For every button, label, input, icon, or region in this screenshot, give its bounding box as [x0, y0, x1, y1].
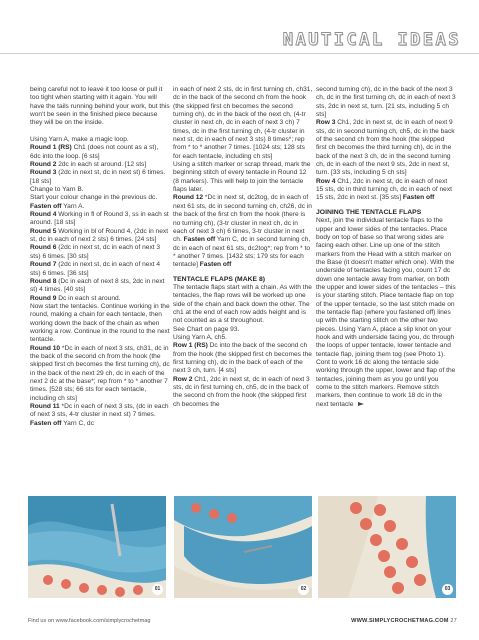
continue-arrow-icon [358, 402, 364, 406]
section-heading: TENTACLE FLAPS (MAKE 8) [173, 275, 266, 283]
chart-reference: See Chart on page 93. [173, 325, 240, 333]
section-heading: JOINING THE TENTACLE FLAPS [316, 208, 422, 216]
photo-3 [318, 496, 456, 598]
paragraph: being careful not to leave it too loose or pull it too tight when starting with it again. You will have the tails running behind your work, but this won't be seen in the finished piece because they will be on the inside. [30, 86, 170, 127]
text-column-3 [316, 86, 456, 417]
page-number: 27 [450, 618, 457, 624]
text-column-1 [30, 86, 170, 436]
instruction-line: The tentacle flaps start with a chain. As with the tentacles, the flap rows will be worked up one side of the chain and back down the other. The ch1 at the end of each row adds height and is not counted as a st throughout. [173, 283, 312, 325]
round-label: Round 10 [30, 344, 61, 352]
instruction-line: Yarn A. [61, 202, 85, 210]
round-label: Round 12 [173, 194, 204, 202]
paragraph [316, 86, 456, 203]
instruction-line: Next, join the individual tentacle flaps to the upper and lower sides of the tentacles. Place body on top of base so that wrong sides are facing each other. Line up one of the stitch markers from the Head with a stitch marker on the Base (it doesn't matter which one). With the underside of tentacles facing you, count 17 dc down one tentacle away from marker, on both the upper and lower sides of the tentacles – this is your starting stitch. Place tentacle flap on top of the upper tentacle, so the last stitch made on the tentacle flap (where you fastened off) lines up with the starting stitch on the other two pieces. Using Yarn A, place a slip knot on your hook and with underside facing you, dc through the loops of upper tentacle, lower tentacle and tentacle flap, joining them tog (see Photo 1). Cont to work 16 dc along the tentacle side working through the upper, lower and flap of the tentacles, joining them as you go until you come to the stitch markers. Remove stitch markers, then continue to work 18 dc in the next tentacle [316, 217, 456, 408]
photo-number: 01 [152, 584, 163, 595]
round-label: Round 3 [30, 169, 57, 177]
row-text: Ch1, 2dc in next st, dc in each of next 9 sts, dc in second turning ch, ch5, dc in the back of the second ch from the hook (the skipped first ch becomes the third turning ch), dc in the back of the next 3 ch, dc in the second turning ch, dc in each of the next 9 sts, 2dc in next st, turn. [33 sts, including 5 ch sts] [316, 119, 455, 177]
round-text: (2dc in next st, dc in each of next 3 sts) 6 times. [30 sts] [30, 244, 161, 260]
crochet-photo-3 [318, 496, 456, 598]
round-text: (2dc in next st, dc in each of next 4 sts) 6 times. [36 sts] [30, 261, 161, 277]
round-text: 2dc in each st around. [12 sts] [56, 161, 147, 169]
instruction-line: Start your colour change in the previous dc. [30, 194, 158, 202]
fasten-off: Fasten off [183, 236, 216, 244]
row-label: Row 2 [173, 375, 193, 383]
photo-number: 03 [442, 584, 453, 595]
fasten-off: Fasten off [30, 419, 62, 427]
footer-website[interactable]: WWW.SIMPLYCROCHETMAG.COM [351, 618, 449, 624]
paragraph [173, 284, 313, 409]
instruction-line: second turning ch), dc in the back of the next 3 ch, dc in the first turning ch, dc in each of next 3 sts, 2dc in next st, turn. [21 sts, including 5 ch sts] [316, 86, 456, 119]
round-label: Round 2 [30, 161, 57, 169]
row-text: Dc into the back of the second ch from the hook (the skipped first ch becomes the first turning ch), dc in the back of each of the next 3 ch, turn. [4 sts] [173, 342, 312, 375]
photo-number: 02 [298, 584, 309, 595]
round-text: *Dc in next st, dc2tog, dc in each of next 61 sts, dc in second turning ch, ch26, dc in the back of the first ch from the hook (there is no turning ch), (3-tr cluster in next ch, dc in each of next 3 ch) 6 times, 3-tr cluster in next ch. [173, 194, 312, 244]
round-text: *Dc in each of next 3 sts, ch31, dc in the back of the second ch from the hook (the skipped first ch becomes the first turning ch), dc in the back of the next 29 ch, dc in each of the next 2 dc at the base*; rep from * to * another 7 times. [528 sts; 66 sts for each tentacle, including ch sts] [30, 344, 170, 402]
crochet-photo-2 [174, 496, 312, 598]
instruction-line: Change to Yarn B. [30, 186, 84, 194]
paragraph [316, 217, 456, 409]
photo-2 [174, 496, 312, 598]
paragraph [173, 161, 313, 269]
instruction-line: Using Yarn A, ch5. [173, 333, 228, 341]
row-label: Row 4 [316, 177, 336, 185]
crochet-photo-1 [28, 496, 166, 598]
round-label: Round 4 [30, 211, 57, 219]
paragraph: in each of next 2 sts, dc in first turning ch, ch31, dc in the back of the second ch from the hook (the skipped first ch becomes the second turning ch), dc in the back of the next ch, (4-tr cluster in next ch, dc in each of next 3 ch) 7 times, dc in the first turning ch, (4-tr cluster in next st, dc in each of next 3 sts) 8 times*; rep from * to * another 7 times. [1024 sts; 128 sts for each tentacle, including ch sts] [173, 86, 313, 160]
footer-facebook[interactable]: Find us on www.facebook.com/simplycrochetmag [28, 618, 151, 624]
text-column-2 [173, 86, 313, 417]
round-label: Round 6 [30, 244, 57, 252]
instruction-line: Now start the tentacles. Continue working in the round, making a chain for each tentacle, then working down the back of the chain as when working a row. Continue in the round to the next tentacle. [30, 302, 170, 344]
round-label: Round 5 [30, 227, 57, 235]
row-text: Ch1, 2dc in next st, dc in each of next 3 sts, dc in first turning ch, ch5, dc in the back of the second ch from the hook (the skipped first ch becomes the [173, 375, 310, 408]
round-text: Ch1 (does not count as a st), 6dc into the loop. [6 sts] [30, 144, 159, 160]
page-header [0, 14, 479, 54]
fasten-off: Fasten off [402, 194, 435, 202]
row-label: Row 3 [316, 119, 336, 127]
round-label: Round 11 [30, 403, 60, 411]
section-title: NAUTICAL IDEAS [282, 30, 461, 50]
round-text: *Dc in each of next 3 sts, (dc in each of next 3 sts, 4-tr cluster in next st) 7 times. [30, 403, 169, 419]
row-text: Ch1, 2dc in next st, dc in each of next 15 sts, dc in third turning ch, dc in each of next 15 sts, 2dc in next st. [35 sts] [316, 177, 452, 202]
footer-site-and-page [351, 618, 457, 624]
round-text: Working in bl of Round 4, (2dc in next st, dc in each of next 2 sts) 6 times. [24 sts] [30, 227, 169, 244]
round-label: Round 1 (RS) [30, 144, 72, 152]
round-text: Yarn C, dc [61, 419, 94, 427]
pattern-block [30, 136, 170, 428]
round-text: Yarn C, dc in second turning ch, dc in each of next 61 sts, dc2tog*; rep from * to * another 7 times. [1432 sts; 179 sts for each tentacle] [173, 236, 311, 269]
round-label: Round 8 [30, 277, 57, 285]
instruction-line: Using Yarn A, make a magic loop. [30, 136, 129, 144]
photo-1 [28, 496, 166, 598]
round-label: Round 9 [30, 294, 57, 302]
round-text: Working in fl of Round 3, ss in each st around. [18 sts] [30, 211, 169, 227]
round-text: (2dc in next st, dc in next st) 6 times. [18 sts] [30, 169, 166, 185]
fasten-off: Fasten off [199, 261, 232, 269]
round-text: (Dc in each of next 8 sts, 2dc in next st) 4 times. [40 sts] [30, 277, 165, 294]
round-text: Dc in each st around. [56, 294, 121, 302]
fasten-off: Fasten off [30, 202, 62, 210]
instruction-line: Using a stitch marker or scrap thread, mark the beginning stitch of every tentacle in Round 12 (8 markers). This will help to join the tentacle flaps later. [173, 161, 311, 194]
row-label: Row 1 (RS) [173, 342, 208, 350]
round-label: Round 7 [30, 261, 57, 269]
